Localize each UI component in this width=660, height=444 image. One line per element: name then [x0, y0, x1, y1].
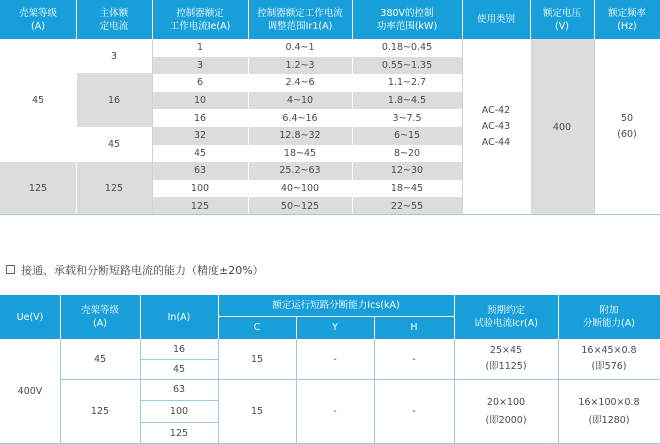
- cell-utilization-category: AC-42 AC-43 AC-44: [462, 39, 530, 215]
- cell-h-a: -: [374, 339, 454, 379]
- cell-kw: 0.18~0.45: [352, 39, 462, 57]
- cell-ir: 40~100: [248, 180, 352, 198]
- th-adjust-range: 控制器额定工作电流 调整范围Ir1(A): [248, 0, 352, 39]
- th-power-range: 380V的控制 功率范围(kW): [352, 0, 462, 39]
- cell-ir: 4~10: [248, 92, 352, 110]
- section-title: 接通、承载和分断短路电流的能力（精度±20%）: [6, 262, 264, 278]
- th-ics-c: C: [218, 316, 296, 339]
- cell-ir: 2.4~6: [248, 74, 352, 92]
- cell-kw: 18~45: [352, 180, 462, 198]
- cell-kw: 3~7.5: [352, 109, 462, 127]
- th-controller-current: 控制器额定 工作电流Ie(A): [152, 0, 248, 39]
- cell-kw: 0.55~1.35: [352, 57, 462, 75]
- cell-in-100: 100: [140, 400, 218, 422]
- th-rated-voltage: 额定电压 (V): [530, 0, 594, 39]
- cell-extra-a: 16×45×0.8 (即576): [558, 339, 660, 379]
- cell-kw: 1.1~2.7: [352, 74, 462, 92]
- th-rated-frequency: 额定频率 (Hz): [594, 0, 660, 39]
- cell-in-63: 63: [140, 379, 218, 400]
- cell-in-16: 16: [140, 339, 218, 359]
- cell-kw: 22~55: [352, 197, 462, 215]
- cell-kw: 12~30: [352, 162, 462, 180]
- cell-h-b: -: [374, 379, 454, 444]
- cell-ir: 25.2~63: [248, 162, 352, 180]
- cell-ir: 18~45: [248, 145, 352, 163]
- cell-frame-45: 45: [0, 39, 76, 162]
- cell-rated-voltage: 400: [530, 39, 594, 215]
- cell-ie: 100: [152, 180, 248, 198]
- cell-body-3: 3: [76, 39, 152, 73]
- cell-c-15-b: 15: [218, 379, 296, 444]
- cell-ir: 12.8~32: [248, 127, 352, 145]
- cell-rated-frequency: 50 (60): [594, 39, 660, 215]
- th-ics: 额定运行短路分断能力Ics(kA): [218, 295, 454, 316]
- th-frame-rating-2: 壳架等级 (A): [60, 295, 140, 339]
- th-ics-y: Y: [296, 316, 374, 339]
- checkbox-square-icon: [6, 265, 15, 274]
- cell-y-b: -: [296, 379, 374, 444]
- cell-extra-b: 16×100×0.8 (即1280): [558, 379, 660, 444]
- cell-in-45: 45: [140, 359, 218, 379]
- cell-y-a: -: [296, 339, 374, 379]
- th-extra-capacity: 附加 分断能力(A): [558, 295, 660, 339]
- th-ue: Ue(V): [0, 295, 60, 339]
- cell-ie: 45: [152, 145, 248, 163]
- cell-body-45: 45: [76, 127, 152, 162]
- cell-frame-125-t2: 125: [60, 379, 140, 444]
- cell-c-15-a: 15: [218, 339, 296, 379]
- cell-ie: 125: [152, 197, 248, 215]
- cell-kw: 6~15: [352, 127, 462, 145]
- cell-ir: 50~125: [248, 197, 352, 215]
- cell-ie: 10: [152, 92, 248, 110]
- th-in: In(A): [140, 295, 218, 339]
- cell-frame-45-t2: 45: [60, 339, 140, 379]
- th-body-current: 主体额 定电流: [76, 0, 152, 39]
- cell-ue-400v: 400V: [0, 339, 60, 444]
- cell-kw: 1.8~4.5: [352, 92, 462, 110]
- cell-ie: 3: [152, 57, 248, 75]
- cell-ie: 32: [152, 127, 248, 145]
- cell-icr-a: 25×45 (即1125): [454, 339, 558, 379]
- cell-ie: 6: [152, 74, 248, 92]
- th-frame-rating: 壳架等级 (A): [0, 0, 76, 39]
- cell-icr-b: 20×100 (即2000): [454, 379, 558, 444]
- cell-kw: 8~20: [352, 145, 462, 163]
- cell-ir: 1.2~3: [248, 57, 352, 75]
- cell-frame-125: 125: [0, 162, 76, 215]
- cell-ie: 1: [152, 39, 248, 57]
- cell-body-16: 16: [76, 73, 152, 127]
- th-expected-current: 预期约定 试验电流Icr(A): [454, 295, 558, 339]
- cell-ie: 63: [152, 162, 248, 180]
- th-utilization-category: 使用类别: [462, 0, 530, 39]
- th-ics-h: H: [374, 316, 454, 339]
- cell-in-125: 125: [140, 422, 218, 444]
- cell-ir: 6.4~16: [248, 109, 352, 127]
- cell-ir: 0.4~1: [248, 39, 352, 57]
- cell-body-125: 125: [76, 162, 152, 215]
- cell-ie: 16: [152, 109, 248, 127]
